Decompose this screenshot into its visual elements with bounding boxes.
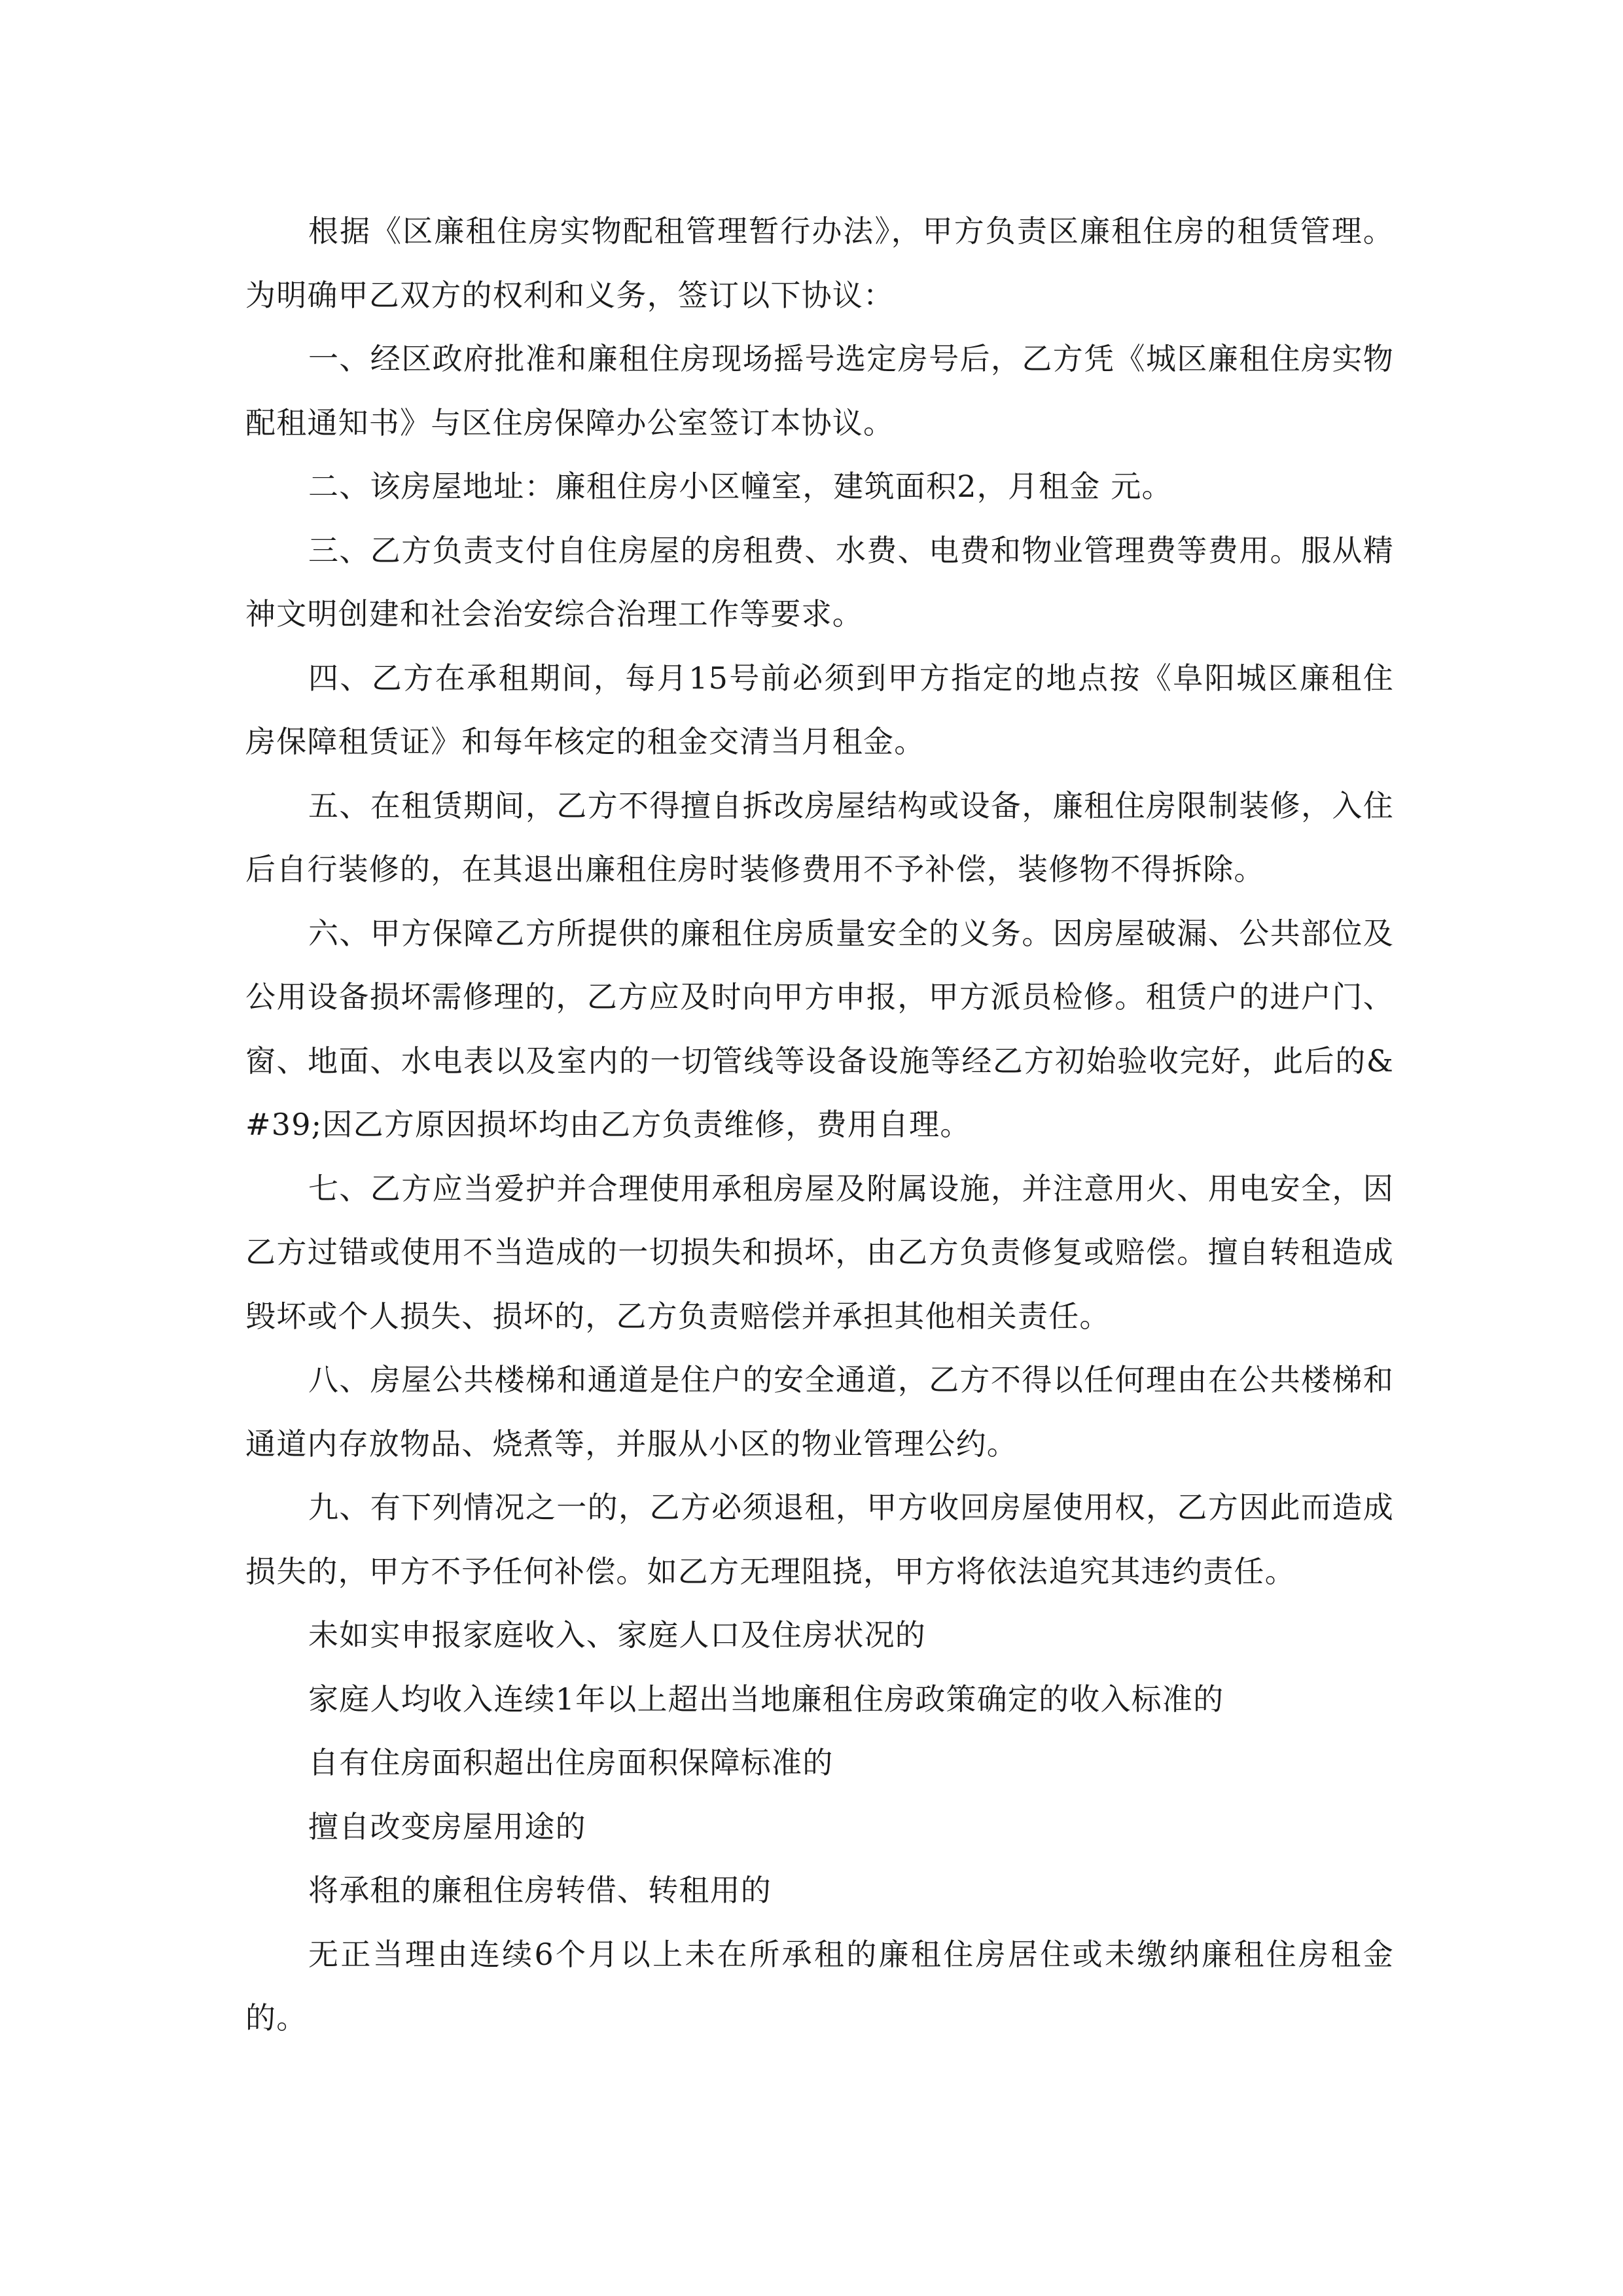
list-item: 自有住房面积超出住房面积保障标准的 [308,1745,834,1780]
clause-2: 二、该房屋地址：廉租住房小区幢室，建筑面积2，月租金 元。 [308,469,1173,504]
list-item: 擅自改变房屋用途的 [308,1808,586,1844]
list-item: 未如实申报家庭收入、家庭人口及住房状况的 [308,1617,926,1653]
closing-paragraph: 无正当理由连续6个月以上未在所承租的廉租住房居住或未缴纳廉租住房租金的。 [245,1936,1394,2036]
clause-6: 六、甲方保障乙方所提供的廉租住房质量安全的义务。因房屋破漏、公共部位及公用设备损坏需修理的，乙方应及时向甲方申报，甲方派员检修。租赁户的进户门、窗、地面、水电表以及室内的一切管线等设备设施等经乙方初始验收完好，此后的&#39;因乙方原因损坏均由乙方负责维修，费用自理。 [245,915,1394,1142]
clause-4: 四、乙方在承租期间，每月15号前必须到甲方指定的地点按《阜阳城区廉租住房保障租赁证》和每年核定的租金交清当月租金。 [245,660,1394,759]
clause-1: 一、经区政府批准和廉租住房现场摇号选定房号后，乙方凭《城区廉租住房实物配租通知书》与区住房保障办公室签订本协议。 [245,341,1394,440]
clause-8: 八、房屋公共楼梯和通道是住户的安全通道，乙方不得以任何理由在公共楼梯和通道内存放物品、烧煮等，并服从小区的物业管理公约。 [245,1362,1394,1462]
list-item: 将承租的廉租住房转借、转租用的 [308,1873,772,1908]
list-item: 家庭人均收入连续1年以上超出当地廉租住房政策确定的收入标准的 [308,1681,1224,1717]
clause-3: 三、乙方负责支付自住房屋的房租费、水费、电费和物业管理费等费用。服从精神文明创建和社会治安综合治理工作等要求。 [245,532,1394,632]
paragraph-intro: 根据《区廉租住房实物配租管理暂行办法》，甲方负责区廉租住房的租赁管理。为明确甲乙双方的权利和义务，签订以下协议： [245,213,1394,313]
clause-7: 七、乙方应当爱护并合理使用承租房屋及附属设施，并注意用火、用电安全，因乙方过错或使用不当造成的一切损失和损坏，由乙方负责修复或赔偿。擅自转租造成毁坏或个人损失、损坏的，乙方负责赔偿并承担其他相关责任。 [245,1170,1394,1334]
clause-9: 九、有下列情况之一的，乙方必须退租，甲方收回房屋使用权，乙方因此而造成损失的，甲方不予任何补偿。如乙方无理阻挠，甲方将依法追究其违约责任。 [245,1490,1394,1589]
clause-5: 五、在租赁期间，乙方不得擅自拆改房屋结构或设备，廉租住房限制装修，入住后自行装修的，在其退出廉租住房时装修费用不予补偿，装修物不得拆除。 [245,787,1394,887]
document-body [245,200,1394,2051]
